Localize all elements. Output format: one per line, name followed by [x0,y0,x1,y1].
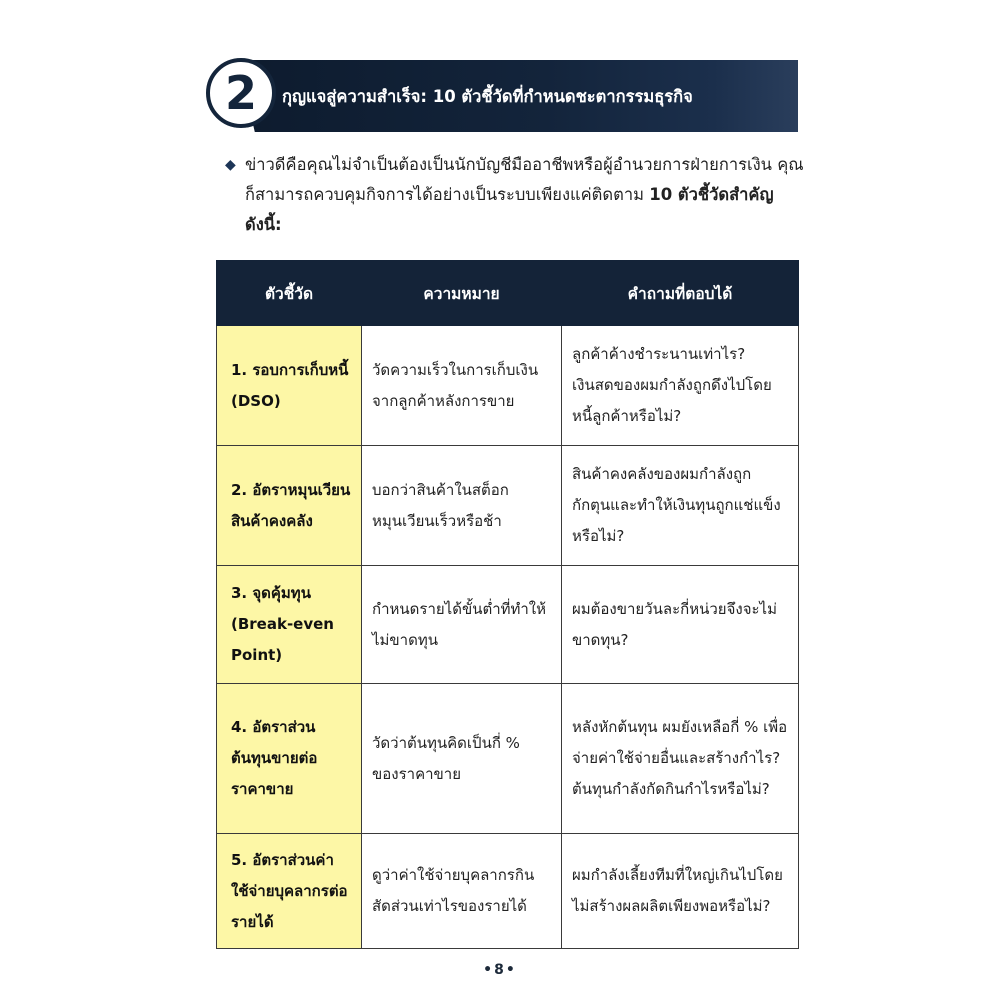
table-row [217,446,799,566]
meaning-cell: วัดความเร็วในการเก็บเงินจากลูกค้าหลังการขาย [362,326,562,446]
meaning-cell: กำหนดรายได้ขั้นต่ำที่ทำให้ไม่ขาดทุน [362,566,562,684]
section-number-badge: 2 [206,58,276,128]
meaning-cell: บอกว่าสินค้าในสต็อกหมุนเวียนเร็วหรือช้า [362,446,562,566]
metric-cell: 5. อัตราส่วนค่าใช้จ่ายบุคลากรต่อรายได้ [217,834,362,949]
diamond-bullet-icon: ◆ [225,157,236,173]
table-row [217,326,799,446]
header-meaning: ความหมาย [362,261,562,326]
kpi-table [216,260,799,949]
header-question: คำถามที่ตอบได้ [562,261,799,326]
header-metric: ตัวชี้วัด [217,261,362,326]
table-row [217,684,799,834]
metric-cell: 4. อัตราส่วนต้นทุนขายต่อราคาขาย [217,684,362,834]
question-cell: ผมกำลังเลี้ยงทีมที่ใหญ่เกินไปโดยไม่สร้างผลผลิตเพียงพอหรือไม่? [562,834,799,949]
question-cell: สินค้าคงคลังของผมกำลังถูกกักตุนและทำให้เงินทุนถูกแช่แข็งหรือไม่? [562,446,799,566]
meaning-cell: วัดว่าต้นทุนคิดเป็นกี่ % ของราคาขาย [362,684,562,834]
page-number: •8• [483,962,517,978]
table-header-row [217,261,799,326]
question-cell: ลูกค้าค้างชำระนานเท่าไร? เงินสดของผมกำลังถูกดึงไปโดยหนี้ลูกค้าหรือไม่? [562,326,799,446]
table-row [217,834,799,949]
metric-cell: 3. จุดคุ้มทุน (Break-even Point) [217,566,362,684]
question-cell: ผมต้องขายวันละกี่หน่วยจึงจะไม่ขาดทุน? [562,566,799,684]
section-title: กุญแจสู่ความสำเร็จ: 10 ตัวชี้วัดที่กำหนดชะตากรรมธุรกิจ [282,87,693,106]
table-row [217,566,799,684]
meaning-cell: ดูว่าค่าใช้จ่ายบุคลากรกินสัดส่วนเท่าไรของรายได้ [362,834,562,949]
metric-cell: 2. อัตราหมุนเวียนสินค้าคงคลัง [217,446,362,566]
intro-text-bold: 10 ตัวชี้วัดสำคัญดังนี้: [245,185,774,234]
metric-cell: 1. รอบการเก็บหนี้ (DSO) [217,326,362,446]
question-cell: หลังหักต้นทุน ผมยังเหลือกี่ % เพื่อจ่ายค่าใช้จ่ายอื่นและสร้างกำไร? ต้นทุนกำลังกัดกินกำไรหรือไม่? [562,684,799,834]
intro-paragraph [225,150,805,240]
intro-text: ข่าวดีคือคุณไม่จำเป็นต้องเป็นนักบัญชีมืออาชีพหรือผู้อำนวยการฝ่ายการเงิน คุณก็สามารถควบคุมกิจการได้อย่างเป็นระบบเพียงแค่ติดตาม [245,155,804,204]
